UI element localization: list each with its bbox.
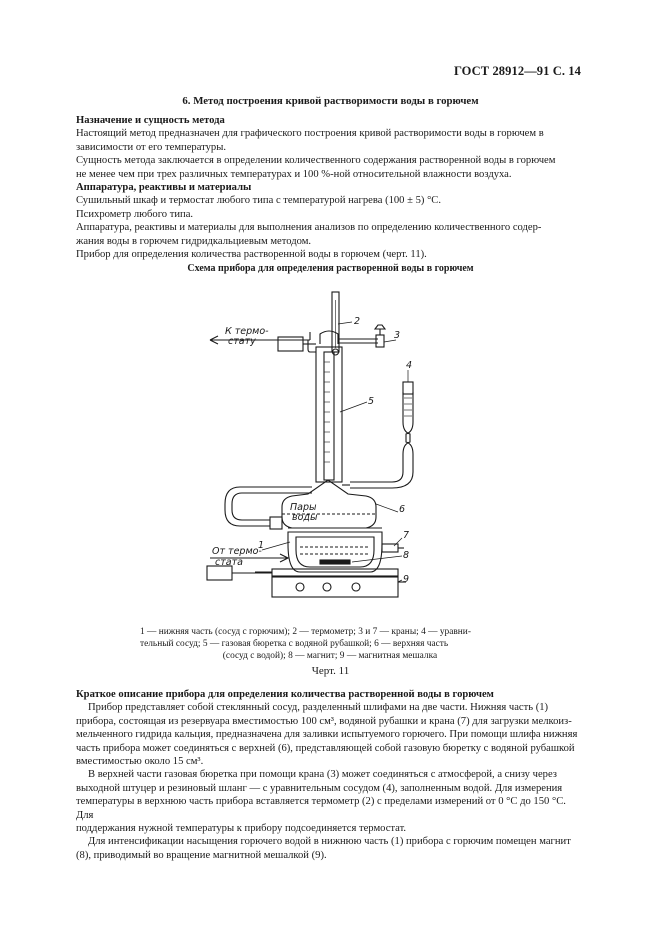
purpose-line-3: Сущность метода заключается в определении количественного содержания растворенной воды в горючем <box>76 155 556 167</box>
leveling-vessel <box>350 392 410 482</box>
label-n7: 7 <box>403 530 410 541</box>
caption-line-1: 1 — нижняя часть (сосуд с горючим); 2 — термометр; 3 и 7 — краны; 4 — уравни- <box>140 627 471 637</box>
description-line-4: часть прибора может соединяться с верхней (6), представляющей собой газовую бюретку с водяной рубашкой <box>76 742 575 754</box>
description-line-6: В верхней части газовая бюретка при помощи крана (3) может соединяться с атмосферой, а снизу через <box>88 769 557 781</box>
equipment-line-5: Прибор для определения количества растворенной воды в горючем (черт. 11). <box>76 249 427 261</box>
stopcock-3 <box>376 335 384 347</box>
subhead-purpose: Назначение и сущность метода <box>76 115 225 126</box>
section-title: 6. Метод построения кривой растворимости воды в горючем <box>182 95 479 107</box>
magnetic-stirrer-base <box>272 577 398 597</box>
purpose-line-2: зависимости от его температуры. <box>76 141 226 153</box>
stopcock-7 <box>382 544 398 552</box>
description-title: Краткое описание прибора для определения количества растворенной воды в горючем <box>76 689 494 700</box>
apparatus-diagram <box>170 282 490 612</box>
label-to-thermostat-2: стату <box>228 336 256 347</box>
caption-line-2: тельный сосуд; 5 — газовая бюретка с водяной рубашкой; 6 — верхняя часть <box>140 639 449 649</box>
purpose-block <box>76 114 585 261</box>
description-line-5: вместимостью около 15 см³. <box>76 756 204 768</box>
equipment-line-1: Сушильный шкаф и термостат любого типа с температурой нагрева (100 ± 5) °С. <box>76 195 442 207</box>
figure-number: Черт. 11 <box>311 665 350 677</box>
purpose-line-4: не менее чем при трех различных температурах и 100 %-ной относительной влажности воздуха. <box>76 168 512 180</box>
label-n1: 1 <box>258 540 265 551</box>
figure-title: Схема прибора для определения растворенной воды в горючем <box>187 263 474 274</box>
label-n6: 6 <box>399 504 406 515</box>
label-from-thermostat-1: От термо- <box>212 546 262 557</box>
label-n8: 8 <box>403 550 410 561</box>
tube-to-thermostat <box>308 340 316 352</box>
connector-left <box>270 517 282 529</box>
equipment-line-3: Аппаратура, реактивы и материалы для выполнения анализов по определению количественного содер- <box>76 222 542 234</box>
label-n9: 9 <box>403 574 410 585</box>
description-line-11: (8), приводимый во вращение магнитной мешалкой (9). <box>76 849 327 861</box>
gas-burette-inner <box>324 352 334 480</box>
magnet <box>320 560 350 564</box>
description-line-1: Прибор представляет собой стеклянный сосуд, разделенный шлифами на две части. Нижняя часть (1) <box>88 702 549 714</box>
equipment-line-4: жания воды в горючем гидридкальциевым методом. <box>76 235 312 247</box>
label-n4: 4 <box>406 360 413 371</box>
equipment-line-2: Психрометр любого типа. <box>76 208 194 220</box>
figure-caption <box>140 626 520 662</box>
description-line-8: температуры в верхнюю часть прибора вставляется термометр (2) с пределами измерений от 0 °С до 150 °С. Для <box>76 796 566 821</box>
description-line-9: поддержания нужной температуры к прибору подсоединяется термостат. <box>76 823 407 835</box>
description-line-3: мельченного гидрида кальция, предназначена для заливки испытуемого горючего. При помощи шлифа нижняя <box>76 729 578 741</box>
description-block <box>76 688 585 862</box>
document-header: ГОСТ 28912—91 С. 14 <box>453 64 581 78</box>
description-line-7: выходной штуцер и резиновый шланг — с уравнительным сосудом (4), заполненным водой. Для измерения <box>76 782 563 794</box>
purpose-line-1: Настоящий метод предназначен для графического построения кривой растворимости воды в горючем в <box>76 128 544 140</box>
description-line-2: прибора, состоящая из резервуара вместимостью 100 см³, водяной рубашки и крана (7) для загрузки мелкоиз- <box>76 715 572 727</box>
label-vapors-2: воды <box>292 512 318 523</box>
clamp-upper <box>278 337 303 351</box>
label-n5: 5 <box>368 396 375 407</box>
subhead-equipment: Аппаратура, реактивы и материалы <box>76 182 252 194</box>
description-line-10: Для интенсификации насыщения горючего водой в нижнюю часть (1) прибора с горючим помещен магнит <box>88 836 571 848</box>
label-from-thermostat-2: стата <box>215 557 243 568</box>
lower-vessel-jacket <box>288 532 382 572</box>
clamp-lower <box>207 566 232 580</box>
label-n2: 2 <box>354 316 361 327</box>
label-vapors-1: Пары <box>290 502 317 513</box>
caption-line-3: (сосуд с водой); 8 — магнит; 9 — магнитная мешалка <box>222 651 438 661</box>
label-n3: 3 <box>394 330 401 341</box>
label-to-thermostat-1: К термо- <box>225 326 269 337</box>
